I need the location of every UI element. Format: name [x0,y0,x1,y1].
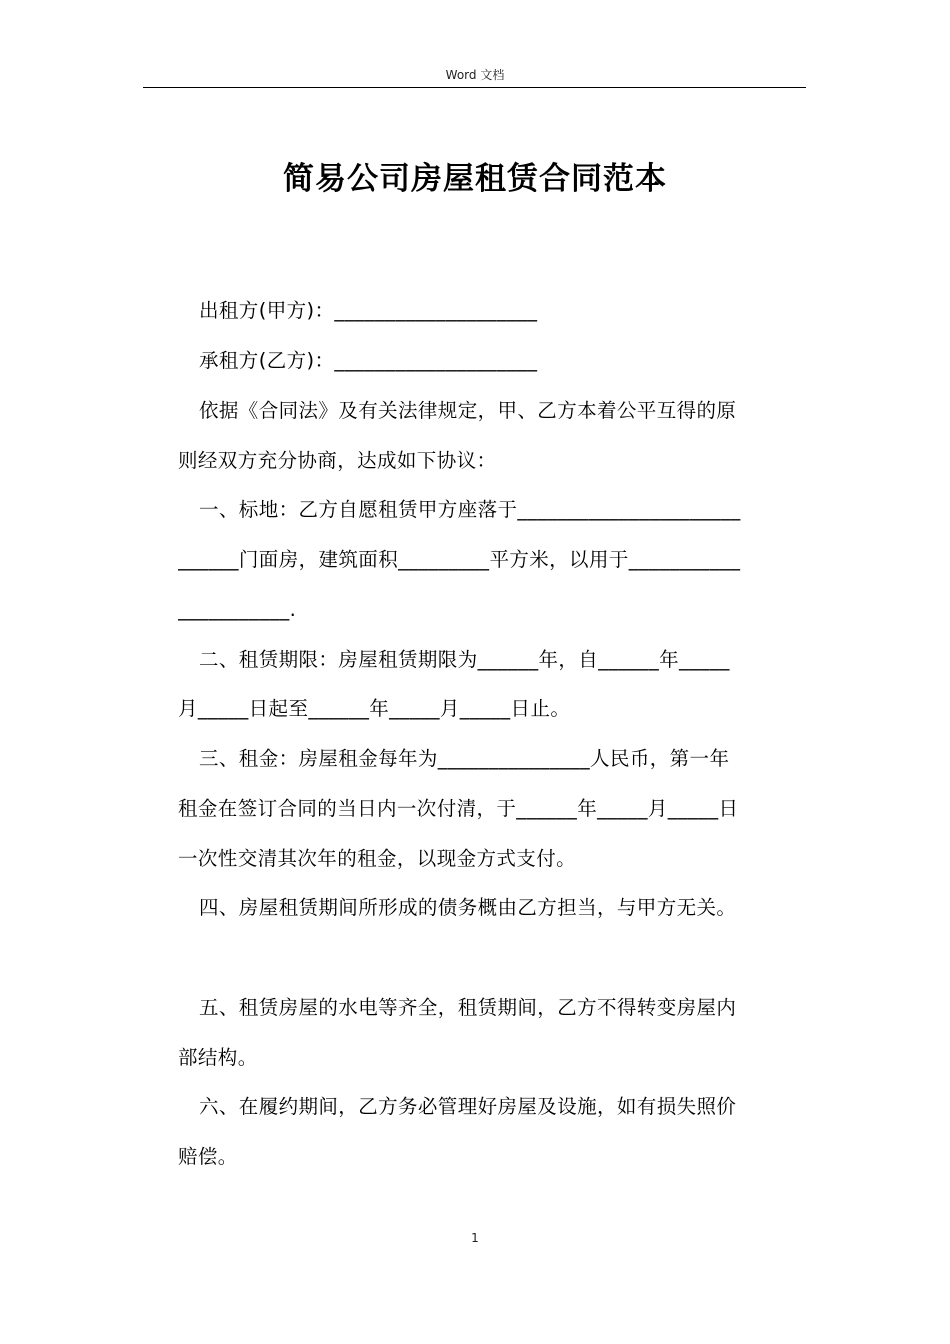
clause-1-line-2: ______门面房，建筑面积_________平方米，以用于___________ [178,548,741,571]
clause-5-line-1: 五、租赁房屋的水电等齐全，租赁期间，乙方不得转变房屋内 [199,996,737,1019]
clause-1-line-1: 一、标地：乙方自愿租赁甲方座落于______________________ [199,498,741,521]
lessor-line: 出租方(甲方)：____________________ [199,299,538,322]
clause-3-line-3: 一次性交清其次年的租金，以现金方式支付。 [178,847,577,870]
lessee-line: 承租方(乙方)：____________________ [199,349,538,372]
header-divider [143,87,806,88]
preamble-line-1: 依据《合同法》及有关法律规定，甲、乙方本着公平互得的原 [199,399,737,422]
preamble-line-2: 则经双方充分协商，达成如下协议： [178,449,497,472]
clause-1-line-3: ___________. [178,598,297,621]
page-number: 1 [471,1231,479,1245]
clause-5-line-2: 部结构。 [178,1046,258,1069]
clause-6-line-1: 六、在履约期间，乙方务必管理好房屋及设施，如有损失照价 [199,1095,737,1118]
clause-2-line-1: 二、租赁期限：房屋租赁期限为______年，自______年_____ [199,648,730,671]
clause-3-line-2: 租金在签订合同的当日内一次付清，于______年_____月_____日 [178,797,739,820]
clause-3-line-1: 三、租金：房屋租金每年为_______________人民币，第一年 [199,747,730,770]
clause-4-line-1: 四、房屋租赁期间所形成的债务概由乙方担当，与甲方无关。 [199,896,737,919]
document-title: 简易公司房屋租赁合同范本 [283,161,667,197]
clause-2-line-2: 月_____日起至______年_____月_____日止。 [178,697,571,720]
page-header-text: Word 文档 [445,68,505,82]
clause-6-line-2: 赔偿。 [178,1145,238,1168]
